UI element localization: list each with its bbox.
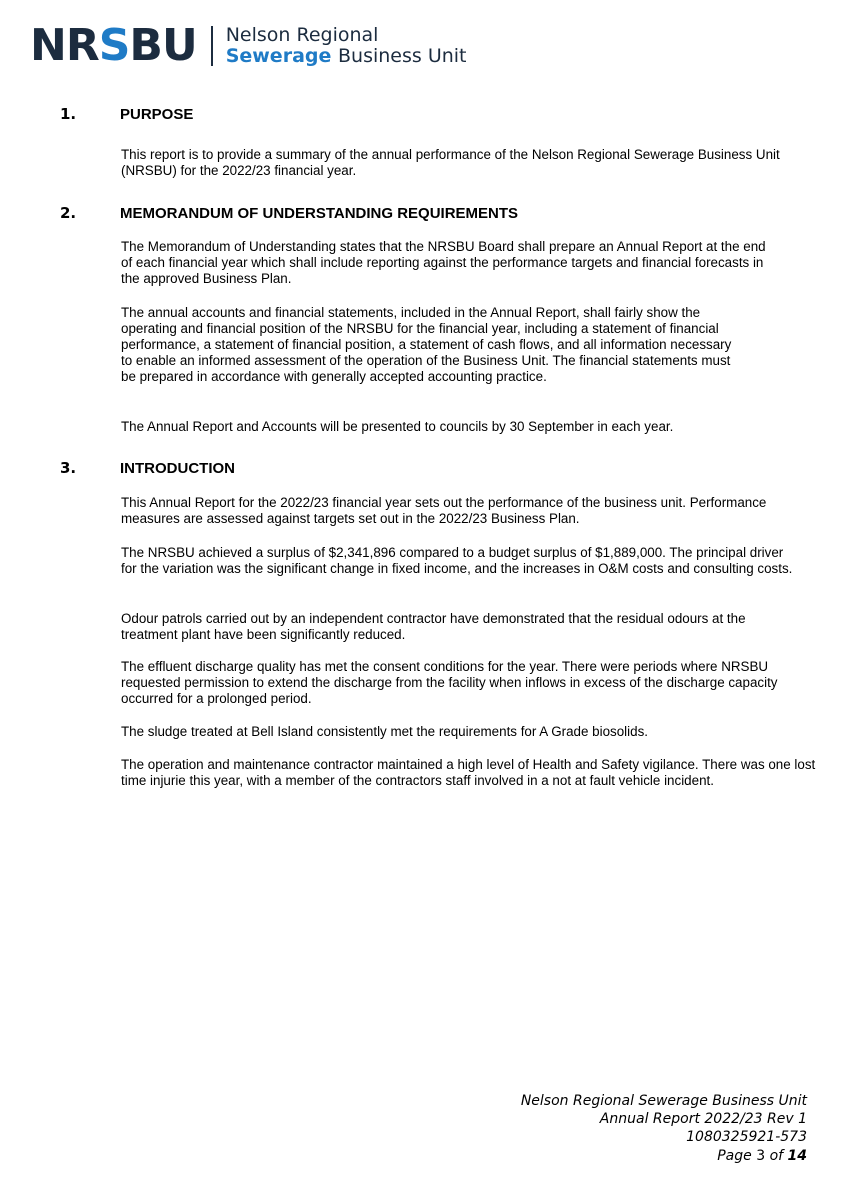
- footer-page-total: 14: [787, 1147, 807, 1164]
- section-2-title: MEMORANDUM OF UNDERSTANDING REQUIREMENTS: [120, 205, 519, 222]
- footer-document-id: 1080325921-573: [686, 1129, 807, 1146]
- section-3-paragraph-2: The NRSBU achieved a surplus of $2,341,896 compared to a budget surplus of $1,889,000. The principal driver for the variation was the significant change in fixed income, and the increases in O&M costs and consulting costs.: [121, 545, 793, 576]
- logo-divider: [211, 26, 213, 66]
- logo-name-line1: Nelson Regional: [225, 24, 379, 47]
- section-3-paragraph-3: Odour patrols carried out by an independent contractor have demonstrated that the residual odours at the treatment plant have been significantly reduced.: [121, 611, 746, 642]
- footer-page-number: [521, 1147, 807, 1165]
- section-1-paragraph-1: This report is to provide a summary of the annual performance of the Nelson Regional Sewerage Business Unit (NRSBU) for the 2022/23 financial year.: [121, 147, 780, 178]
- logo-name-line2: [226, 46, 467, 67]
- section-2-paragraph-3: The Annual Report and Accounts will be presented to councils by 30 September in each year.: [121, 419, 674, 434]
- footer-organisation: Nelson Regional Sewerage Business Unit: [520, 1093, 807, 1109]
- section-2-paragraph-2: The annual accounts and financial statements, included in the Annual Report, shall fairly show the operating and financial position of the NRSBU for the financial year, including a statement of financial performance, a statement of financial position, a statement of cash flows, and all information necessary to enable an informed assessment of the operation of the Business Unit. The financial statements must be prepared in accordance with generally accepted accounting practice.: [121, 305, 732, 384]
- logo-prefix: NR: [30, 20, 99, 71]
- nrsbu-logo: [30, 20, 467, 72]
- footer-page-current: 3: [756, 1147, 766, 1164]
- section-3-number: 3.: [60, 459, 77, 477]
- section-3-paragraph-1: This Annual Report for the 2022/23 financial year sets out the performance of the business unit. Performance measures are assessed against targets set out in the 2022/23 Business Plan.: [121, 495, 767, 526]
- section-1-number: 1.: [60, 105, 77, 123]
- logo-wordmark: [30, 20, 197, 71]
- footer-page-of: of: [769, 1147, 784, 1164]
- footer-page-word: Page: [717, 1147, 752, 1164]
- logo-suffix: BU: [129, 20, 197, 71]
- section-3-title: INTRODUCTION: [120, 460, 235, 477]
- section-3-paragraph-6: The operation and maintenance contractor maintained a high level of Health and Safety vigilance. There was one lost time injurie this year, with a member of the contractors staff involved in a not at fault vehicle incident.: [121, 757, 816, 788]
- logo-name-word-business-unit: Business Unit: [338, 45, 467, 67]
- section-3-paragraph-5: The sludge treated at Bell Island consistently met the requirements for A Grade biosolids.: [121, 724, 648, 739]
- footer-report-title: Annual Report 2022/23 Rev 1: [599, 1111, 807, 1128]
- section-3-paragraph-4: The effluent discharge quality has met the consent conditions for the year. There were periods where NRSBU requested permission to extend the discharge from the facility when inflows in excess of the discharge capacity occurred for a prolonged period.: [121, 659, 778, 706]
- page-footer: [521, 1092, 807, 1165]
- section-2-number: 2.: [60, 204, 77, 222]
- logo-organisation-name: [226, 25, 467, 67]
- section-2-paragraph-1: The Memorandum of Understanding states that the NRSBU Board shall prepare an Annual Report at the end of each financial year which shall include reporting against the performance targets and financial forecasts in the approved Business Plan.: [121, 239, 766, 286]
- logo-name-word-sewerage: Sewerage: [225, 45, 332, 67]
- section-1-title: PURPOSE: [120, 106, 194, 123]
- logo-highlight: S: [98, 20, 130, 71]
